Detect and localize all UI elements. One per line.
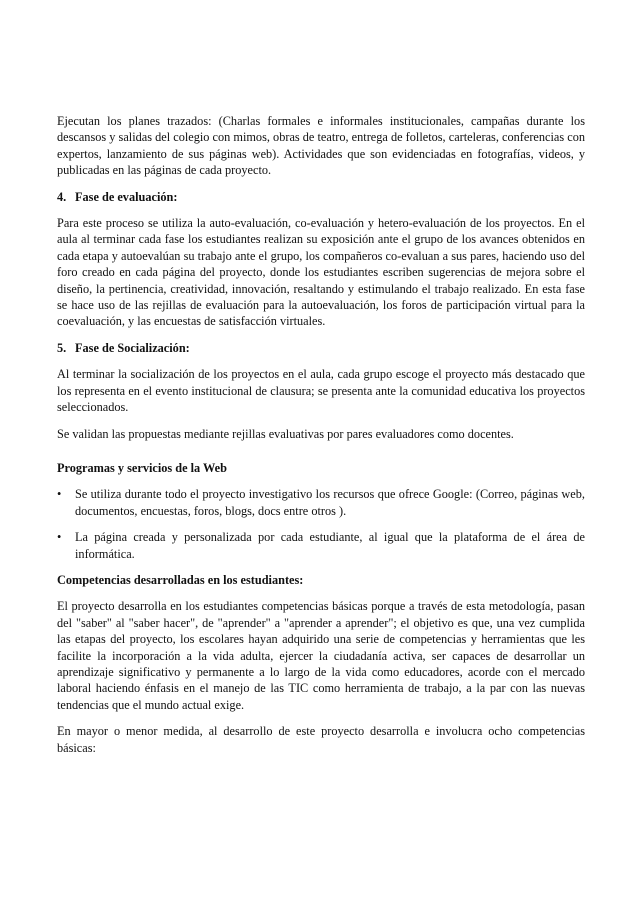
list-item-text: La página creada y personalizada por cada estudiante, al igual que la plataforma de el área de informática.	[75, 530, 585, 561]
document-page	[57, 113, 585, 756]
list-item-text: Se utiliza durante todo el proyecto investigativo los recursos que ofrece Google: (Correo, páginas web, documentos, encuestas, foros, blogs, docs entre otros ).	[75, 487, 585, 518]
programas-list	[57, 486, 585, 562]
section-5-paragraph-1: Al terminar la socialización de los proyectos en el aula, cada grupo escoge el proyecto más destacado que los representa en el evento institucional de clausura; se presenta ante la comunidad educativa los proyectos seleccionados.	[57, 367, 585, 415]
section-5-title: Fase de Socialización:	[75, 340, 190, 355]
bullet-icon: •	[57, 487, 62, 502]
bullet-icon: •	[57, 530, 62, 545]
competencias-paragraph-2: En mayor o menor medida, al desarrollo de este proyecto desarrolla e involucra ocho competencias básicas:	[57, 724, 585, 755]
competencias-paragraph-1: El proyecto desarrolla en los estudiantes competencias básicas porque a través de esta metodología, pasan del "saber" al "saber hacer", de "aprender" a "aprender a aprender"; el objetivo es que, una vez cumplida las etapas del proyecto, los escolares hayan adquirido una serie de competencias y herramientas que les facilite la incorporación a la vida adulta, ejercer la ciudadanía activa, ser capaces de desarrollar un aprendizaje significativo y permanente a lo largo de la vida como educadores, acorde con el mercado laboral haciendo énfasis en el manejo de las TIC como herramienta de trabajo, a la par con las nuevas tendencias que el mundo actual exige.	[57, 599, 585, 712]
list-item	[57, 529, 585, 562]
section-4-paragraph: Para este proceso se utiliza la auto-evaluación, co-evaluación y hetero-evaluación de los proyectos. En el aula al terminar cada fase los estudiantes realizan su exposición ante el grupo de los avances obtenidos en cada etapa y autoevalúan su trabajo ante el grupo, los compañeros co-evaluan a sus pares, haciendo uso del foro creado en cada página del proyecto, donde los estudiantes escriben sugerencias de mejora sobre el diseño, la pertinencia, creatividad, innovación, resaltando y estimulando el trabajo realizado. En esta fase se hace uso de las rejillas de evaluación para la autoevaluación, los foros de participación virtual para la coevaluación, y las encuestas de satisfacción virtuales.	[57, 216, 585, 329]
intro-paragraph: Ejecutan los planes trazados: (Charlas formales e informales institucionales, campañas durante los descansos y salidas del colegio con mimos, obras de teatro, entrega de folletos, carteleras, conferencias con expertos, lanzamiento de sus páginas web). Actividades que son evidenciadas en fotografías, videos, y publicadas en las páginas de cada proyecto.	[57, 114, 585, 178]
section-4-number: 4.	[57, 189, 67, 204]
list-item	[57, 486, 585, 519]
section-5-number: 5.	[57, 340, 67, 355]
section-4-heading	[57, 189, 585, 205]
section-5-heading	[57, 340, 585, 356]
competencias-heading: Competencias desarrolladas en los estudiantes:	[57, 572, 304, 587]
section-5-paragraph-2: Se validan las propuestas mediante rejillas evaluativas por pares evaluadores como docentes.	[57, 426, 514, 441]
section-4-title: Fase de evaluación:	[75, 189, 178, 204]
programas-heading: Programas y servicios de la Web	[57, 460, 227, 475]
